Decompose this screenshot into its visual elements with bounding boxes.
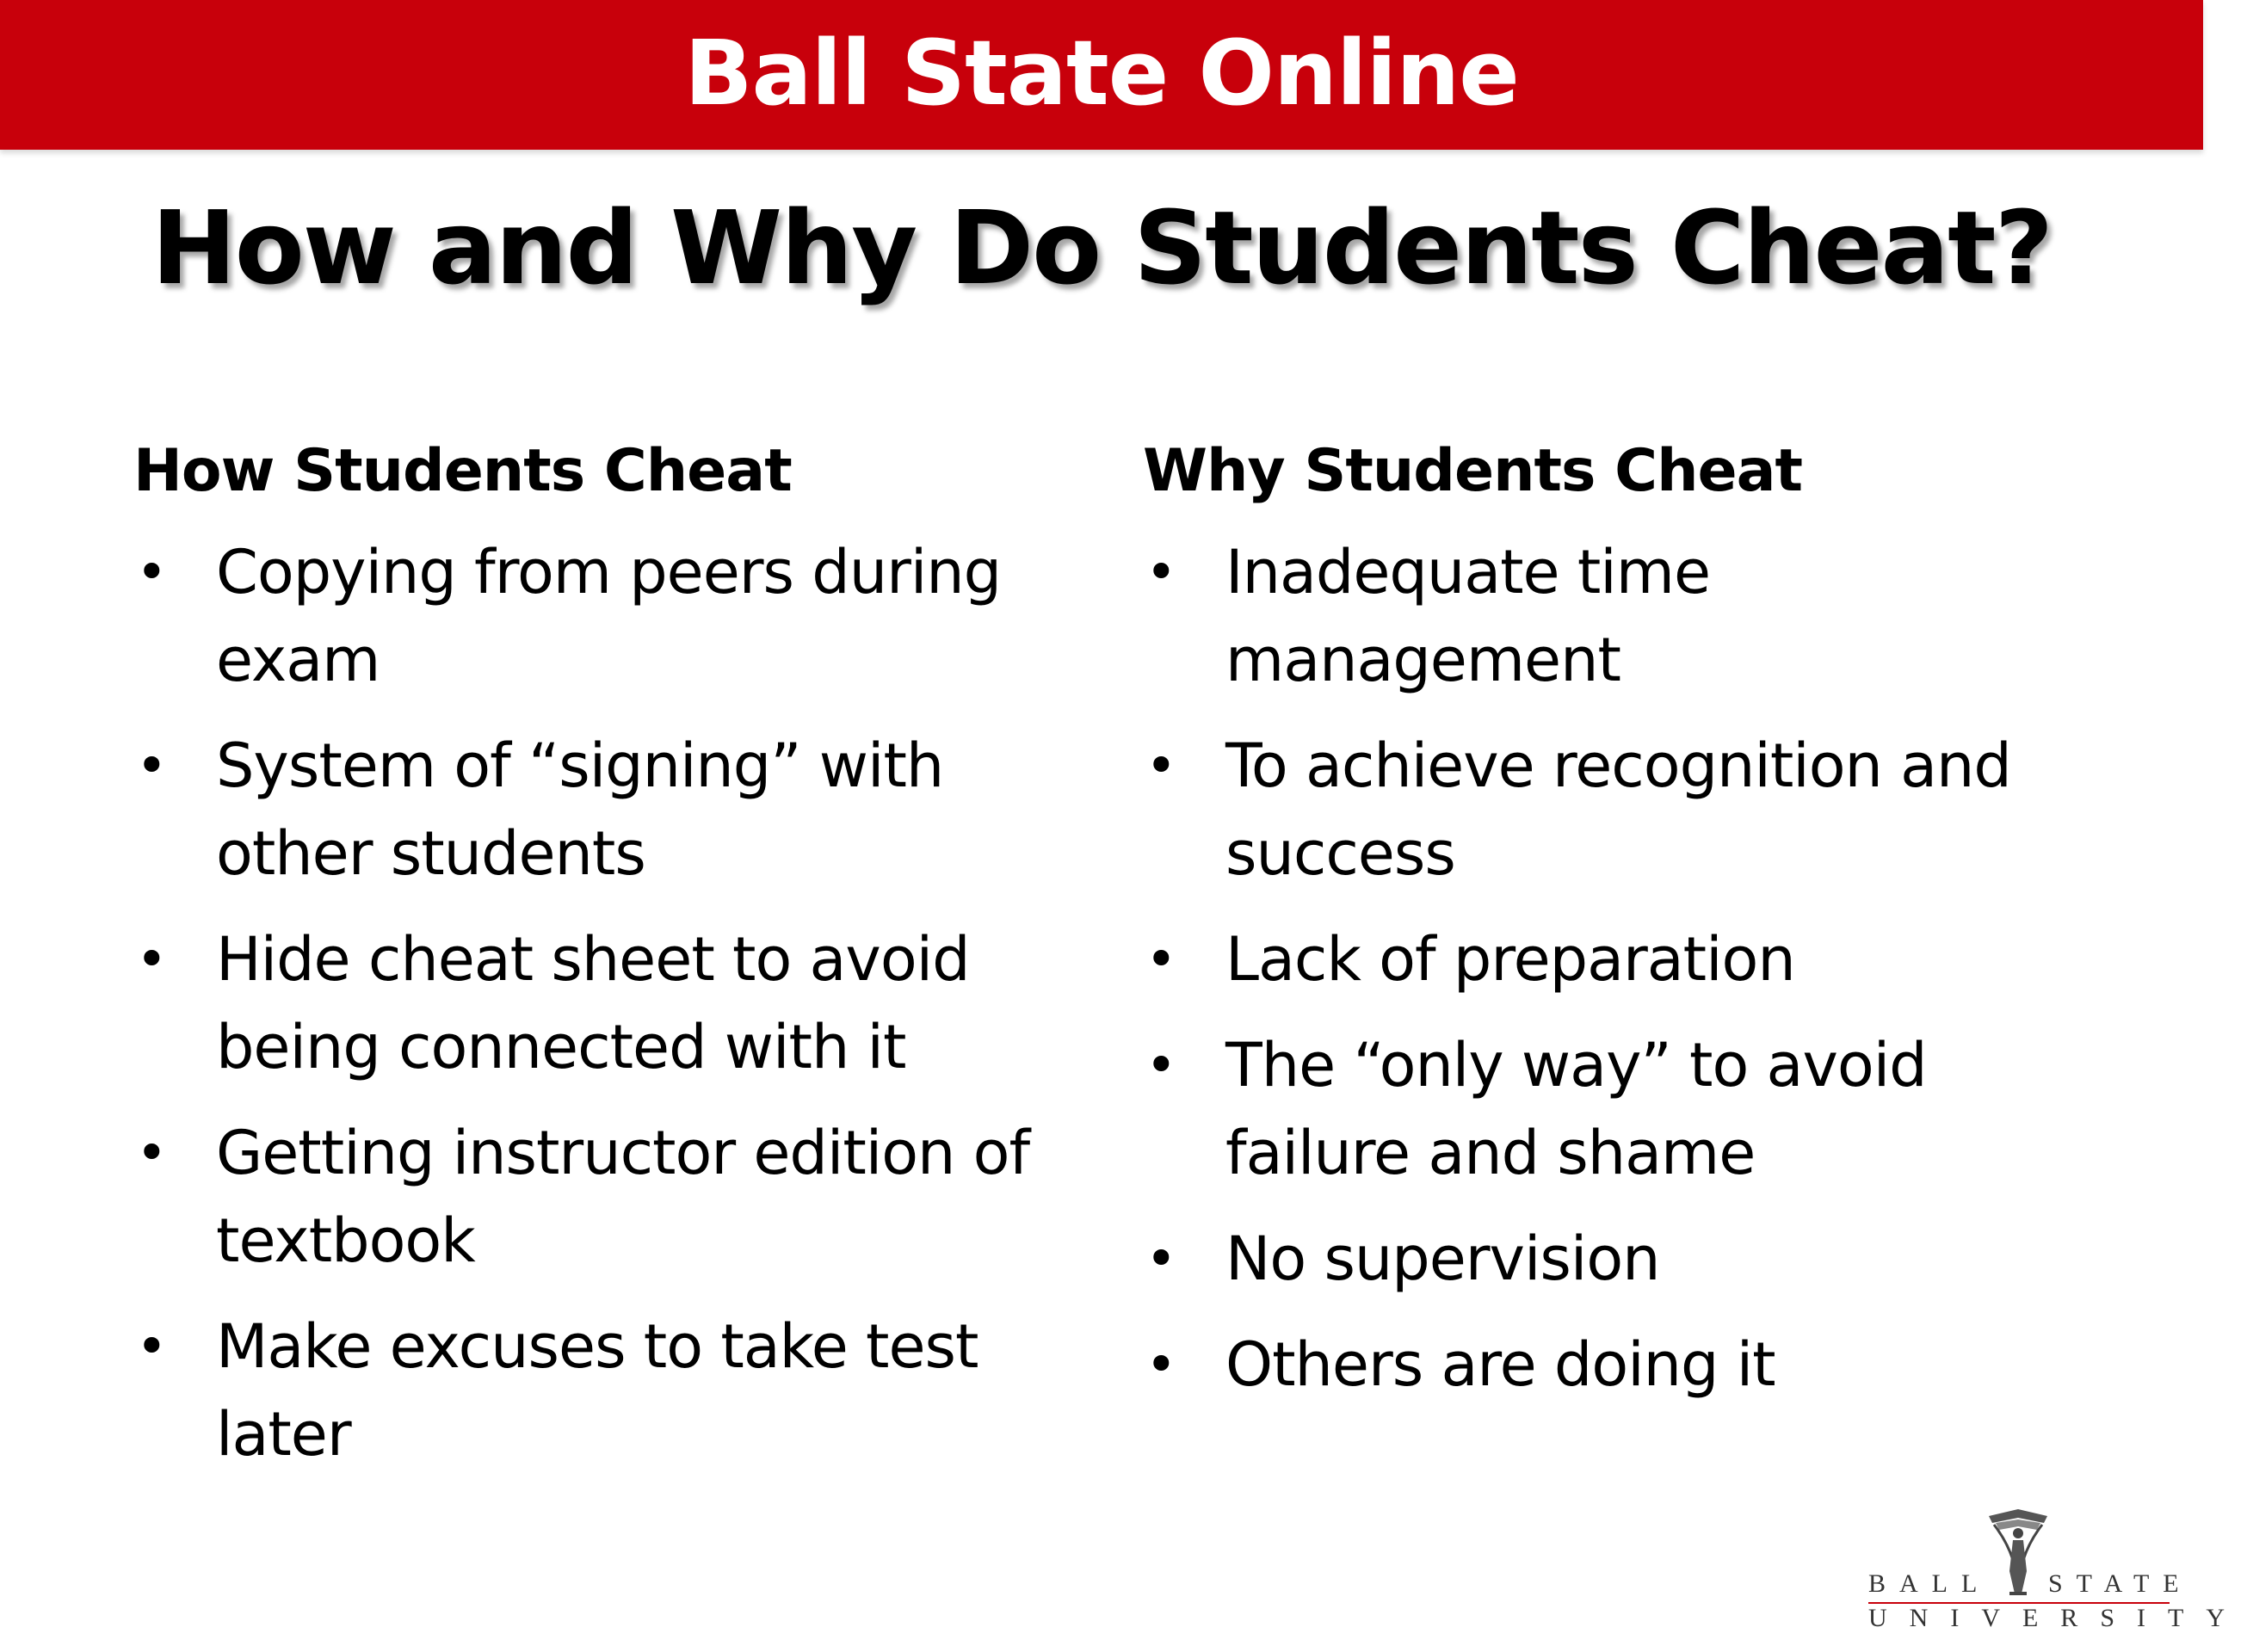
- bullet-icon: •: [136, 734, 167, 797]
- bullet-icon: •: [1145, 928, 1176, 990]
- how-bullet-list: [133, 528, 1080, 1478]
- bullet-icon: •: [136, 540, 167, 603]
- header-banner: [0, 0, 2203, 150]
- list-item-text: Make excuses to take test later: [216, 1311, 978, 1470]
- list-item-text: The “only way” to avoid failure and shame: [1225, 1030, 1927, 1188]
- bullet-icon: •: [1145, 1033, 1176, 1096]
- list-item-text: Inadequate time management: [1225, 537, 1711, 695]
- list-item-text: Hide cheat sheet to avoid being connected with it: [216, 924, 970, 1082]
- list-item-text: Others are doing it: [1225, 1329, 1775, 1400]
- logo-text-ball: BALL: [1868, 1569, 1991, 1598]
- list-item: [1143, 915, 2115, 1003]
- list-item-text: To achieve recognition and success: [1225, 730, 2011, 889]
- list-item: [1143, 1321, 2115, 1409]
- list-item-text: Copying from peers during exam: [216, 537, 1002, 695]
- bullet-icon: •: [136, 1315, 167, 1378]
- list-item-text: System of “signing” with other students: [216, 730, 944, 889]
- list-item: [133, 915, 1080, 1091]
- why-students-cheat-column: [1143, 428, 2115, 1427]
- how-students-cheat-column: [133, 428, 1080, 1496]
- beneficence-statue-icon: [1984, 1504, 2053, 1600]
- list-item: [1143, 528, 2115, 704]
- list-item: [133, 1109, 1080, 1285]
- logo-text-university: UNIVERSITY: [1868, 1604, 2247, 1632]
- why-bullet-list: [1143, 528, 2115, 1409]
- list-item-text: Lack of preparation: [1225, 924, 1795, 995]
- column-heading-why: Why Students Cheat: [1143, 437, 1802, 505]
- column-heading-how: How Students Cheat: [133, 437, 792, 505]
- list-item: [1143, 1215, 2115, 1303]
- list-item: [133, 528, 1080, 704]
- bullet-icon: •: [1145, 1333, 1176, 1396]
- list-item: [1143, 1021, 2115, 1197]
- banner-title: Ball State Online: [684, 21, 1519, 126]
- logo-text-state: STATE: [2048, 1569, 2193, 1598]
- list-item: [133, 1303, 1080, 1478]
- ball-state-university-logo: [1863, 1504, 2247, 1633]
- bullet-icon: •: [1145, 1227, 1176, 1290]
- bullet-icon: •: [136, 928, 167, 990]
- list-item: [133, 722, 1080, 897]
- list-item-text: Getting instructor edition of textbook: [216, 1118, 1030, 1276]
- bullet-icon: •: [1145, 540, 1176, 603]
- list-item: [1143, 722, 2115, 897]
- bullet-icon: •: [1145, 734, 1176, 797]
- bullet-icon: •: [136, 1121, 167, 1184]
- slide-title: How and Why Do Students Cheat?: [151, 188, 2053, 307]
- list-item-text: No supervision: [1225, 1224, 1660, 1294]
